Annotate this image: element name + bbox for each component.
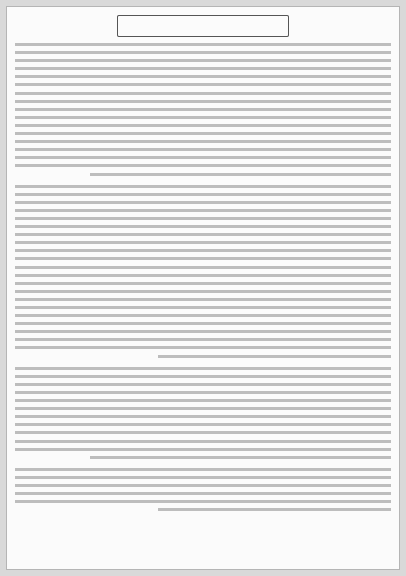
text-line: [15, 468, 391, 471]
text-line: [15, 306, 391, 309]
text-line: [90, 456, 391, 459]
text-line: [15, 383, 391, 386]
text-line: [15, 59, 391, 62]
text-line: [15, 43, 391, 46]
text-line: [15, 140, 391, 143]
text-line: [15, 83, 391, 86]
text-line: [158, 355, 391, 358]
text-line: [15, 367, 391, 370]
text-line: [15, 201, 391, 204]
text-line: [15, 233, 391, 236]
text-line: [15, 282, 391, 285]
text-line: [15, 193, 391, 196]
text-line: [15, 484, 391, 487]
text-line: [15, 375, 391, 378]
text-line: [15, 448, 391, 451]
text-line: [158, 508, 391, 511]
text-line: [15, 148, 391, 151]
text-line: [15, 92, 391, 95]
text-line: [15, 225, 391, 228]
text-line: [15, 330, 391, 333]
text-line: [15, 407, 391, 410]
text-line: [15, 249, 391, 252]
text-line: [15, 51, 391, 54]
text-line: [15, 124, 391, 127]
text-line: [15, 476, 391, 479]
text-line: [15, 346, 391, 349]
notice-body: [7, 43, 399, 511]
text-line: [15, 314, 391, 317]
text-line: [15, 423, 391, 426]
notice-page: [6, 6, 400, 570]
text-line: [90, 173, 391, 176]
text-line: [15, 75, 391, 78]
text-line: [15, 164, 391, 167]
text-line: [15, 500, 391, 503]
text-line: [15, 209, 391, 212]
text-line: [15, 322, 391, 325]
text-line: [15, 399, 391, 402]
text-line: [15, 100, 391, 103]
text-line: [15, 492, 391, 495]
text-line: [15, 338, 391, 341]
text-line: [15, 415, 391, 418]
text-line: [15, 241, 391, 244]
text-line: [15, 116, 391, 119]
text-line: [15, 185, 391, 188]
text-line: [15, 67, 391, 70]
text-line: [15, 156, 391, 159]
text-line: [15, 298, 391, 301]
text-line: [15, 217, 391, 220]
text-line: [15, 132, 391, 135]
text-line: [15, 440, 391, 443]
text-line: [15, 108, 391, 111]
notice-title: [117, 15, 289, 37]
text-line: [15, 391, 391, 394]
text-line: [15, 290, 391, 293]
text-line: [15, 431, 391, 434]
text-line: [15, 274, 391, 277]
text-line: [15, 257, 391, 260]
text-line: [15, 266, 391, 269]
